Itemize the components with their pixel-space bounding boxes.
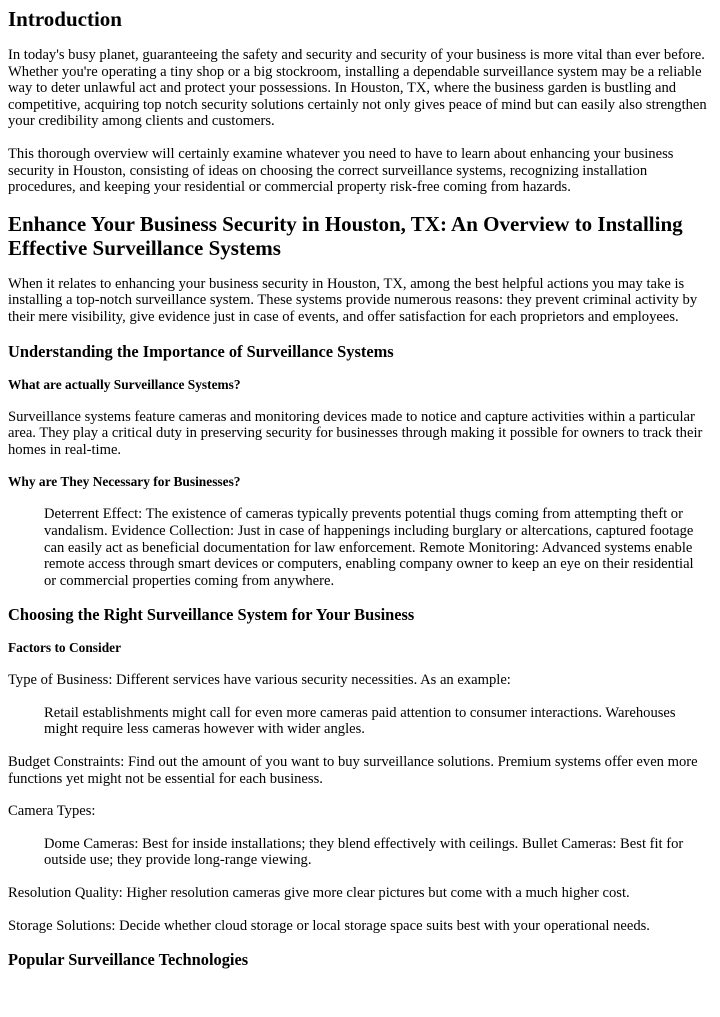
main-paragraph: When it relates to enhancing your business security in Houston, TX, among the best helpful actions you may take is installing a top-notch surveillance system. These systems provide numerous reasons: they prevent criminal activity by their mere visibility, give evidence just in case of events, and offer satisfaction for each proprietors and employees. xyxy=(8,275,698,325)
understanding-heading: Understanding the Importance of Surveillance Systems xyxy=(8,341,394,361)
main-heading: Enhance Your Business Security in Houston, TX: An Overview to Installing Effective Surveillance Systems xyxy=(8,211,683,260)
intro-paragraph-2: This thorough overview will certainly examine whatever you need to have to learn about enhancing your business security in Houston, consisting of ideas on choosing the correct surveillance systems, recognizing installation procedures, and keeping your residential or commercial property risk-free coming from hazards. xyxy=(8,145,674,196)
why-list: Deterrent Effect: The existence of cameras typically prevents potential thugs coming from attempting theft or vandalism. Evidence Collection: Just in case of happenings including burglary or altercations, captured footage can easily act as beneficial documentation for law enforcement. Remote Monitoring: Advanced systems enable remote access through smart devices or computers, enabling company owner to keep an eye on their residential or commercial properties coming from anywhere. xyxy=(44,506,694,589)
camera-list: Dome Cameras: Best for inside installations; they blend effectively with ceilings. Bullet Cameras: Best fit for outside use; they provide long-range viewing. xyxy=(44,835,684,869)
intro-heading: Introduction xyxy=(8,7,122,31)
type-paragraph: Type of Business: Different services have various security necessities. As an example: xyxy=(8,672,511,689)
intro-paragraph-1: In today's busy planet, guaranteeing the safety and security and security of your business is more vital than ever before. Whether you're operating a tiny shop or a big stockroom, installing a dependable surveillance system may be a reliable way to deter unlawful act and protect your possessions. In Houston, TX, where the business garden is bustling and competitive, acquiring top notch security solutions certainly not only gives peace of mind but can easily also strengthen your credibility among clients and customers. xyxy=(8,47,707,130)
why-heading: Why are They Necessary for Businesses? xyxy=(8,474,241,490)
storage-paragraph: Storage Solutions: Decide whether cloud storage or local storage space suits best with your operational needs. xyxy=(8,917,650,934)
camera-paragraph: Camera Types: xyxy=(8,803,96,820)
factors-heading: Factors to Consider xyxy=(8,640,122,656)
budget-paragraph: Budget Constraints: Find out the amount of you want to buy surveillance solutions. Premium systems offer even more functions yet might not be essential for each business. xyxy=(8,754,698,787)
choosing-heading: Choosing the Right Surveillance System for Your Business xyxy=(8,605,415,625)
popular-heading: Popular Surveillance Technologies xyxy=(8,950,249,970)
what-paragraph: Surveillance systems feature cameras and monitoring devices made to notice and capture activities within a particular area. They play a critical duty in preserving security for businesses through making it possible for owners to track their homes in real-time. xyxy=(8,408,703,458)
type-list: Retail establishments might call for even more cameras paid attention to consumer interactions. Warehouses might require less cameras however with wider angles. xyxy=(44,704,676,738)
what-heading: What are actually Surveillance Systems? xyxy=(8,376,241,392)
resolution-paragraph: Resolution Quality: Higher resolution cameras give more clear pictures but come with a much higher cost. xyxy=(8,885,630,902)
